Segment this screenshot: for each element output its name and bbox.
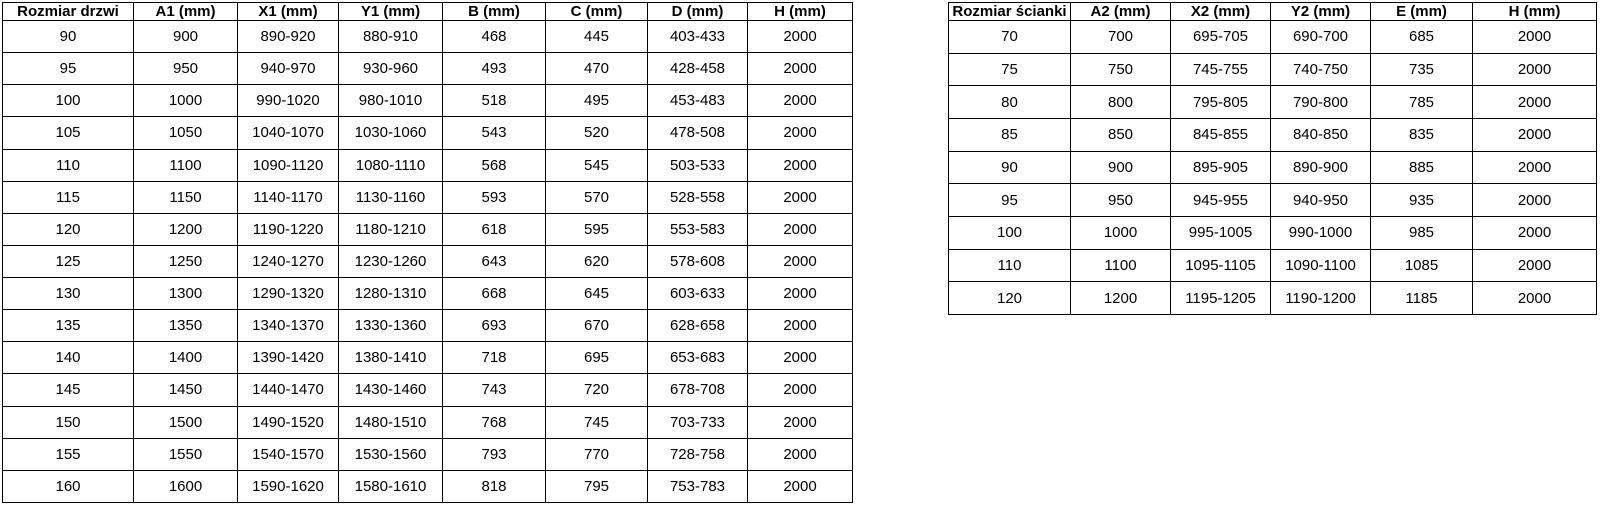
table-cell: 2000 — [748, 438, 853, 470]
table-cell: 2000 — [1473, 184, 1597, 217]
table-cell: 528-558 — [648, 181, 748, 213]
table-cell: 890-920 — [238, 21, 339, 53]
table-cell: 900 — [134, 21, 238, 53]
table-cell: 1530-1560 — [339, 438, 443, 470]
table-cell: 445 — [546, 21, 648, 53]
table-cell: 2000 — [748, 85, 853, 117]
table-cell: 1185 — [1371, 282, 1473, 315]
table-cell: 703-733 — [648, 406, 748, 438]
table-cell: 1200 — [134, 213, 238, 245]
table-cell: 115 — [3, 181, 134, 213]
table-cell: 2000 — [748, 53, 853, 85]
table-cell: 1030-1060 — [339, 117, 443, 149]
table-cell: 1140-1170 — [238, 181, 339, 213]
table-row — [3, 213, 853, 245]
table-cell: 643 — [443, 245, 546, 277]
table-cell: 518 — [443, 85, 546, 117]
table-cell: 1350 — [134, 310, 238, 342]
table-cell: 818 — [443, 470, 546, 502]
table-cell: 155 — [3, 438, 134, 470]
table-cell: 985 — [1371, 216, 1473, 249]
column-header: Y1 (mm) — [339, 3, 443, 21]
table-cell: 1000 — [1071, 216, 1171, 249]
table-cell: 160 — [3, 470, 134, 502]
table-cell: 793 — [443, 438, 546, 470]
table-cell: 1340-1370 — [238, 310, 339, 342]
table-cell: 900 — [1071, 151, 1171, 184]
table-row — [3, 181, 853, 213]
table-cell: 885 — [1371, 151, 1473, 184]
table-cell: 145 — [3, 374, 134, 406]
table-cell: 880-910 — [339, 21, 443, 53]
table-row — [949, 21, 1597, 54]
table-cell: 890-900 — [1271, 151, 1371, 184]
table-cell: 990-1020 — [238, 85, 339, 117]
table-cell: 678-708 — [648, 374, 748, 406]
table-row — [3, 85, 853, 117]
table-cell: 700 — [1071, 21, 1171, 54]
table-cell: 840-850 — [1271, 118, 1371, 151]
table-row — [949, 184, 1597, 217]
table-cell: 140 — [3, 342, 134, 374]
table-row — [3, 470, 853, 502]
table-cell: 1540-1570 — [238, 438, 339, 470]
table-cell: 2000 — [748, 181, 853, 213]
column-header: X2 (mm) — [1171, 3, 1271, 21]
table-cell: 428-458 — [648, 53, 748, 85]
header-row — [3, 3, 853, 21]
table-cell: 693 — [443, 310, 546, 342]
table-cell: 570 — [546, 181, 648, 213]
table-cell: 80 — [949, 86, 1071, 119]
table-cell: 628-658 — [648, 310, 748, 342]
table-cell: 2000 — [1473, 216, 1597, 249]
column-header: Y2 (mm) — [1271, 3, 1371, 21]
table-cell: 1390-1420 — [238, 342, 339, 374]
table-cell: 2000 — [748, 245, 853, 277]
table-cell: 90 — [949, 151, 1071, 184]
door-size-table — [2, 2, 853, 503]
table-cell: 1095-1105 — [1171, 249, 1271, 282]
column-header: A1 (mm) — [134, 3, 238, 21]
table-cell: 2000 — [748, 117, 853, 149]
table-cell: 1050 — [134, 117, 238, 149]
table-cell: 745 — [546, 406, 648, 438]
table-cell: 1100 — [134, 149, 238, 181]
table-cell: 520 — [546, 117, 648, 149]
table-cell: 1100 — [1071, 249, 1171, 282]
table-cell: 1230-1260 — [339, 245, 443, 277]
table-row — [3, 245, 853, 277]
table-cell: 768 — [443, 406, 546, 438]
table-cell: 950 — [134, 53, 238, 85]
table-cell: 1240-1270 — [238, 245, 339, 277]
table-row — [3, 438, 853, 470]
table-row — [3, 21, 853, 53]
table-row — [3, 278, 853, 310]
column-header: X1 (mm) — [238, 3, 339, 21]
table-cell: 1000 — [134, 85, 238, 117]
table-cell: 1085 — [1371, 249, 1473, 282]
table-cell: 568 — [443, 149, 546, 181]
table-cell: 718 — [443, 342, 546, 374]
table-row — [949, 216, 1597, 249]
table-cell: 1040-1070 — [238, 117, 339, 149]
table-row — [949, 118, 1597, 151]
column-header: D (mm) — [648, 3, 748, 21]
table-cell: 743 — [443, 374, 546, 406]
table-cell: 593 — [443, 181, 546, 213]
table-cell: 1180-1210 — [339, 213, 443, 245]
table-cell: 553-583 — [648, 213, 748, 245]
table-cell: 2000 — [1473, 118, 1597, 151]
column-header: B (mm) — [443, 3, 546, 21]
table-cell: 645 — [546, 278, 648, 310]
table-cell: 835 — [1371, 118, 1473, 151]
table-cell: 995-1005 — [1171, 216, 1271, 249]
table-cell: 603-633 — [648, 278, 748, 310]
table-cell: 1600 — [134, 470, 238, 502]
table-cell: 543 — [443, 117, 546, 149]
table-cell: 2000 — [1473, 249, 1597, 282]
table-cell: 1380-1410 — [339, 342, 443, 374]
table-cell: 1500 — [134, 406, 238, 438]
table-cell: 1195-1205 — [1171, 282, 1271, 315]
column-header: A2 (mm) — [1071, 3, 1171, 21]
column-header: E (mm) — [1371, 3, 1473, 21]
table-cell: 495 — [546, 85, 648, 117]
table-row — [3, 117, 853, 149]
table-row — [3, 406, 853, 438]
table-cell: 2000 — [748, 406, 853, 438]
table-cell: 2000 — [1473, 282, 1597, 315]
table-cell: 2000 — [748, 21, 853, 53]
table-cell: 790-800 — [1271, 86, 1371, 119]
table-cell: 1400 — [134, 342, 238, 374]
table-cell: 695-705 — [1171, 21, 1271, 54]
table-cell: 135 — [3, 310, 134, 342]
table-cell: 1300 — [134, 278, 238, 310]
table-cell: 1090-1100 — [1271, 249, 1371, 282]
table-cell: 120 — [949, 282, 1071, 315]
table-cell: 2000 — [1473, 151, 1597, 184]
column-header: H (mm) — [748, 3, 853, 21]
table-cell: 750 — [1071, 53, 1171, 86]
table-cell: 785 — [1371, 86, 1473, 119]
table-cell: 685 — [1371, 21, 1473, 54]
table-cell: 695 — [546, 342, 648, 374]
table-cell: 990-1000 — [1271, 216, 1371, 249]
table-cell: 403-433 — [648, 21, 748, 53]
table-cell: 70 — [949, 21, 1071, 54]
table-cell: 1080-1110 — [339, 149, 443, 181]
table-row — [3, 374, 853, 406]
table-cell: 1440-1470 — [238, 374, 339, 406]
table-cell: 740-750 — [1271, 53, 1371, 86]
table-cell: 930-960 — [339, 53, 443, 85]
table-cell: 150 — [3, 406, 134, 438]
column-header: C (mm) — [546, 3, 648, 21]
table-cell: 940-970 — [238, 53, 339, 85]
table-cell: 1090-1120 — [238, 149, 339, 181]
table-cell: 690-700 — [1271, 21, 1371, 54]
table-cell: 1280-1310 — [339, 278, 443, 310]
table-cell: 940-950 — [1271, 184, 1371, 217]
table-cell: 770 — [546, 438, 648, 470]
table-cell: 110 — [949, 249, 1071, 282]
table-cell: 618 — [443, 213, 546, 245]
table-cell: 1430-1460 — [339, 374, 443, 406]
table-cell: 895-905 — [1171, 151, 1271, 184]
table-cell: 980-1010 — [339, 85, 443, 117]
table-cell: 1580-1610 — [339, 470, 443, 502]
table-cell: 2000 — [748, 470, 853, 502]
table-cell: 653-683 — [648, 342, 748, 374]
column-header: H (mm) — [1473, 3, 1597, 21]
table-row — [3, 53, 853, 85]
table-row — [949, 151, 1597, 184]
table-row — [3, 342, 853, 374]
table-cell: 1130-1160 — [339, 181, 443, 213]
table-cell: 470 — [546, 53, 648, 85]
table-cell: 2000 — [1473, 86, 1597, 119]
table-cell: 1450 — [134, 374, 238, 406]
table-cell: 503-533 — [648, 149, 748, 181]
column-header: Rozmiar ścianki — [949, 3, 1071, 21]
table-cell: 478-508 — [648, 117, 748, 149]
table-cell: 795 — [546, 470, 648, 502]
table-cell: 100 — [949, 216, 1071, 249]
table-row — [949, 249, 1597, 282]
column-header: Rozmiar drzwi — [3, 3, 134, 21]
table-cell: 745-755 — [1171, 53, 1271, 86]
table-cell: 453-483 — [648, 85, 748, 117]
table-row — [3, 149, 853, 181]
table-cell: 130 — [3, 278, 134, 310]
table-cell: 1550 — [134, 438, 238, 470]
table-cell: 2000 — [748, 278, 853, 310]
table-cell: 493 — [443, 53, 546, 85]
table-cell: 1480-1510 — [339, 406, 443, 438]
table-row — [949, 53, 1597, 86]
table-cell: 1330-1360 — [339, 310, 443, 342]
header-row — [949, 3, 1597, 21]
table-cell: 1590-1620 — [238, 470, 339, 502]
table-cell: 90 — [3, 21, 134, 53]
table-cell: 720 — [546, 374, 648, 406]
table-cell: 125 — [3, 245, 134, 277]
table-cell: 753-783 — [648, 470, 748, 502]
table-cell: 120 — [3, 213, 134, 245]
table-cell: 850 — [1071, 118, 1171, 151]
table-cell: 468 — [443, 21, 546, 53]
table-cell: 670 — [546, 310, 648, 342]
table-cell: 75 — [949, 53, 1071, 86]
table-cell: 735 — [1371, 53, 1473, 86]
table-cell: 578-608 — [648, 245, 748, 277]
table-cell: 1190-1220 — [238, 213, 339, 245]
table-cell: 2000 — [748, 342, 853, 374]
table-cell: 1190-1200 — [1271, 282, 1371, 315]
wall-size-table — [948, 2, 1597, 315]
table-cell: 2000 — [1473, 21, 1597, 54]
table-cell: 595 — [546, 213, 648, 245]
table-cell: 2000 — [748, 310, 853, 342]
table-cell: 945-955 — [1171, 184, 1271, 217]
table-cell: 110 — [3, 149, 134, 181]
table-cell: 95 — [949, 184, 1071, 217]
table-row — [949, 86, 1597, 119]
table-cell: 795-805 — [1171, 86, 1271, 119]
table-cell: 1250 — [134, 245, 238, 277]
table-cell: 2000 — [1473, 53, 1597, 86]
table-cell: 935 — [1371, 184, 1473, 217]
table-cell: 2000 — [748, 374, 853, 406]
table-cell: 950 — [1071, 184, 1171, 217]
table-cell: 545 — [546, 149, 648, 181]
table-cell: 1200 — [1071, 282, 1171, 315]
table-cell: 100 — [3, 85, 134, 117]
table-cell: 620 — [546, 245, 648, 277]
table-cell: 1290-1320 — [238, 278, 339, 310]
table-cell: 2000 — [748, 149, 853, 181]
table-cell: 1150 — [134, 181, 238, 213]
table-row — [949, 282, 1597, 315]
table-cell: 1490-1520 — [238, 406, 339, 438]
table-row — [3, 310, 853, 342]
table-cell: 95 — [3, 53, 134, 85]
table-cell: 668 — [443, 278, 546, 310]
table-cell: 845-855 — [1171, 118, 1271, 151]
table-cell: 800 — [1071, 86, 1171, 119]
table-cell: 105 — [3, 117, 134, 149]
table-cell: 2000 — [748, 213, 853, 245]
table-cell: 728-758 — [648, 438, 748, 470]
table-cell: 85 — [949, 118, 1071, 151]
